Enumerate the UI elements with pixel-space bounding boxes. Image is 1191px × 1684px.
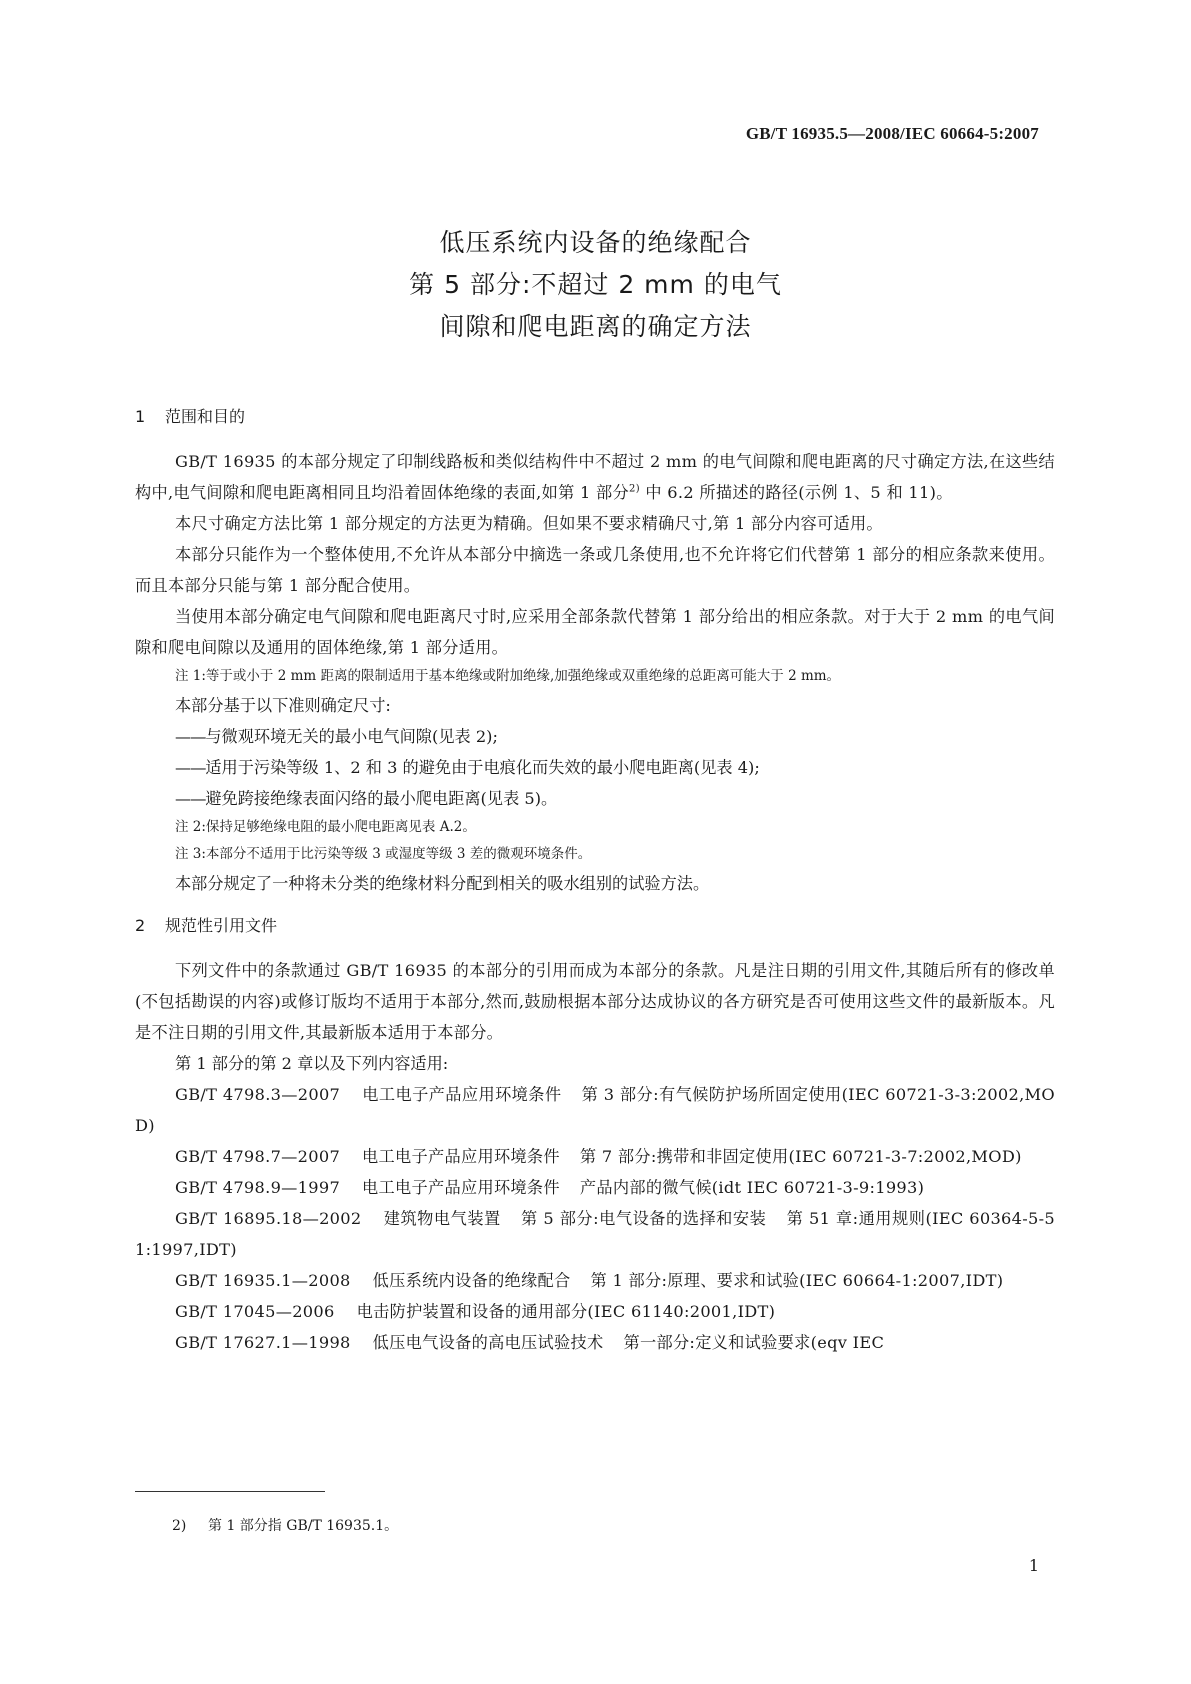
paragraph: 本部分基于以下准则确定尺寸: [175,696,391,715]
reference-part: 第 3 部分:有气候防护场所固定使用(IEC 60721-3-3:2002,MOD) [135,1085,1056,1135]
section-number: 1 [135,407,146,426]
paragraph: 本部分只能作为一个整体使用,不允许从本部分中摘选一条或几条使用,也不允许将它们代替第 1 部分的相应条款来使用。而且本部分只能与第 1 部分配合使用。 [135,545,1055,595]
body-content [135,402,1055,1358]
title-line-1: 低压系统内设备的绝缘配合 [439,228,752,257]
reference-code: GB/T 16895.18—2002 [175,1209,362,1228]
paragraph: 本尺寸确定方法比第 1 部分规定的方法更为精确。但如果不要求精确尺寸,第 1 部分内容可适用。 [175,514,883,533]
list-item-text: 适用于污染等级 1、2 和 3 的避免由于电痕化而失效的最小爬电距离(见表 4); [205,758,760,777]
reference-title: 电工电子产品应用环境条件 [362,1178,560,1197]
reference-item [135,1265,1055,1296]
reference-item [135,1141,1055,1172]
page-number: 1 [1028,1556,1039,1575]
reference-title: 低压电气设备的高电压试验技术 [372,1333,604,1352]
section-1-heading [135,402,1055,432]
footnote-marker: 2) [172,1518,187,1534]
reference-code: GB/T 17045—2006 [175,1302,335,1321]
list-item [135,752,1055,783]
note: 注 1:等于或小于 2 mm 距离的限制适用于基本绝缘或附加绝缘,加强绝缘或双重绝缘的总距离可能大于 2 mm。 [175,668,841,684]
section-number: 2 [135,916,146,935]
paragraph: 下列文件中的条款通过 GB/T 16935 的本部分的引用而成为本部分的条款。凡是注日期的引用文件,其随后所有的修改单(不包括勘误的内容)或修订版均不适用于本部分,然而,鼓励根据本部分达成协议的各方研究是否可使用这些文件的最新版本。凡是不注日期的引用文件,其最新版本适用于本部分。 [135,961,1055,1042]
reference-code: GB/T 17627.1—1998 [175,1333,351,1352]
paragraph: 第 1 部分的第 2 章以及下列内容适用: [175,1054,449,1073]
paragraph-text: 中 6.2 所描述的路径(示例 1、5 和 11)。 [639,483,953,502]
reference-item [135,1079,1055,1141]
section-title: 范围和目的 [165,407,246,426]
title-line-3: 间隙和爬电距离的确定方法 [439,312,752,341]
section-2-heading [135,911,1055,941]
reference-part: 第 51 章:通用规则(IEC 60364-5-51:1997,IDT) [135,1209,1055,1259]
reference-part: 产品内部的微气候(idt IEC 60721-3-9:1993) [579,1178,925,1197]
footnote-text: 第 1 部分指 GB/T 16935.1。 [208,1518,399,1534]
footnote-divider [135,1491,325,1492]
list-item [135,721,1055,752]
footnote [172,1515,398,1535]
reference-title: 建筑物电气装置 [383,1209,501,1228]
reference-part: 第 1 部分:原理、要求和试验(IEC 60664-1:2007,IDT) [590,1271,1004,1290]
dash-marker: —— [175,727,206,746]
reference-code: GB/T 16935.1—2008 [175,1271,351,1290]
reference-title: 电工电子产品应用环境条件 [362,1085,562,1104]
reference-title: 电击防护装置和设备的通用部分(IEC 61140:2001,IDT) [356,1302,776,1321]
reference-title: 低压系统内设备的绝缘配合 [372,1271,571,1290]
section-title: 规范性引用文件 [165,916,278,935]
list-item [135,783,1055,814]
reference-part: 第一部分:定义和试验要求(eqv IEC [623,1333,885,1352]
standard-code: GB/T 16935.5—2008/IEC 60664-5:2007 [745,124,1039,143]
reference-code: GB/T 4798.7—2007 [175,1147,341,1166]
reference-item [135,1327,1055,1358]
reference-code: GB/T 4798.3—2007 [175,1085,341,1104]
reference-item [135,1296,1055,1327]
reference-item [135,1172,1055,1203]
document-title [0,222,1191,348]
note: 注 2:保持足够绝缘电阻的最小爬电距离见表 A.2。 [175,819,476,835]
note: 注 3:本部分不适用于比污染等级 3 或湿度等级 3 差的微观环境条件。 [175,846,592,862]
reference-code: GB/T 4798.9—1997 [175,1178,341,1197]
reference-title: 电工电子产品应用环境条件 [362,1147,560,1166]
reference-part: 第 5 部分:电气设备的选择和安装 [520,1209,767,1228]
paragraph: 当使用本部分确定电气间隙和爬电距离尺寸时,应采用全部条款代替第 1 部分给出的相应条款。对于大于 2 mm 的电气间隙和爬电间隙以及通用的固体绝缘,第 1 部分适用。 [135,607,1055,657]
paragraph-text: GB/T 16935 的本部分规定了印制线路板和类似结构件中不超过 2 mm 的电气间隙和爬电距离的尺寸确定方法,在这些结构中,电气间隙和爬电距离相同且均沿着固体绝缘的表面,如第 1 部分 [135,452,1055,502]
dash-marker: —— [175,789,206,808]
footnote-reference[interactable]: 2) [629,483,640,495]
reference-item [135,1203,1055,1265]
dash-marker: —— [175,758,206,777]
list-item-text: 避免跨接绝缘表面闪络的最小爬电距离(见表 5)。 [205,789,558,808]
paragraph [135,446,1055,508]
paragraph: 本部分规定了一种将未分类的绝缘材料分配到相关的吸水组别的试验方法。 [175,874,710,893]
list-item-text: 与微观环境无关的最小电气间隙(见表 2); [205,727,498,746]
reference-part: 第 7 部分:携带和非固定使用(IEC 60721-3-7:2002,MOD) [579,1147,1022,1166]
title-line-2: 第 5 部分:不超过 2 mm 的电气 [409,270,782,299]
